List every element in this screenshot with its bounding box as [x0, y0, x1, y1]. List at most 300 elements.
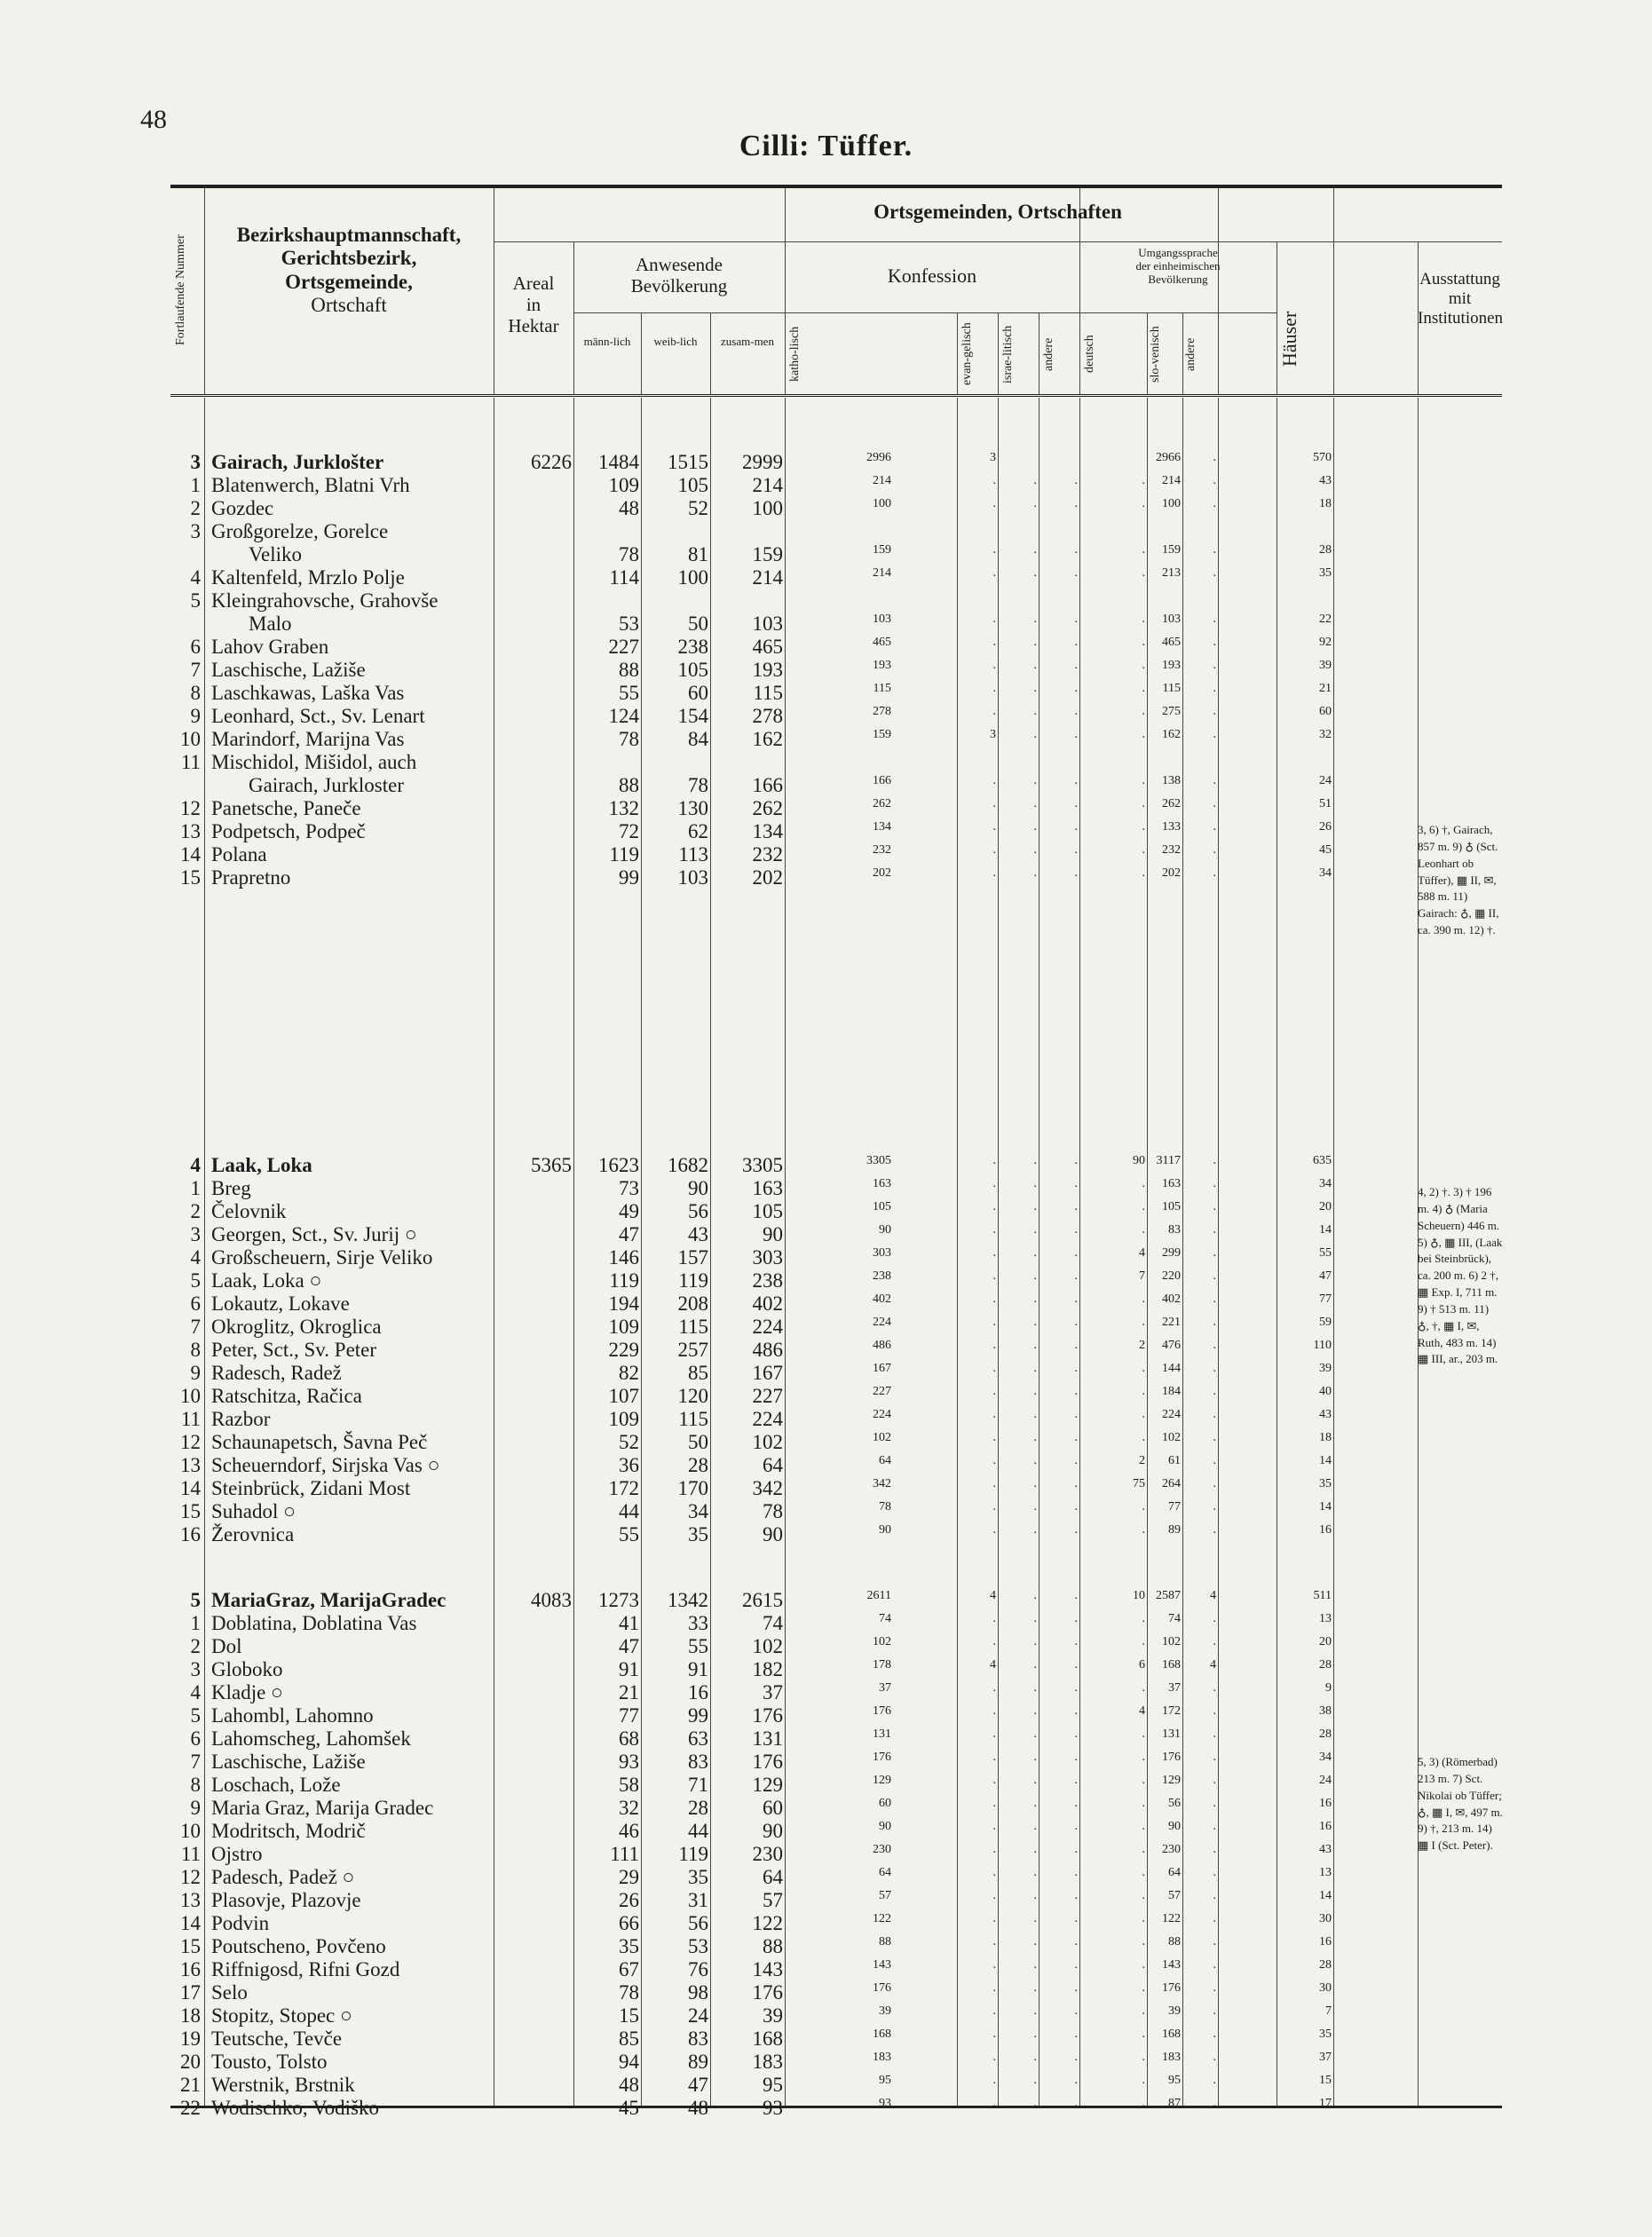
- cell-zusammen: 115: [753, 682, 783, 704]
- cell-ortschaft: Kladje ○: [211, 1681, 283, 1703]
- cell-israelitisch: .: [1033, 1727, 1037, 1741]
- cell-katholisch: 60: [879, 1797, 891, 1810]
- cell-katholisch: 486: [873, 1339, 891, 1352]
- cell-andere-sprache: .: [1213, 2004, 1216, 2018]
- cell-zusammen: 90: [763, 1523, 783, 1545]
- cell-katholisch: 227: [873, 1385, 891, 1398]
- cell-weiblich: 113: [678, 843, 708, 866]
- ortschaft-row: [170, 797, 1502, 820]
- cell-deutsch: .: [1142, 774, 1145, 787]
- ortschaft-row: [170, 659, 1502, 682]
- cell-ortschaft: Teutsche, Tevče: [211, 2028, 343, 2050]
- ortschaft-row: [170, 1635, 1502, 1658]
- cell-nr: 10: [180, 728, 201, 750]
- cell-ortschaft: Gozdec: [211, 497, 274, 519]
- cell-weiblich: 43: [688, 1223, 708, 1245]
- cell-maennlich: 48: [619, 497, 639, 519]
- ortschaft-row: [170, 705, 1502, 728]
- cell-slovenisch: 230: [1162, 1843, 1181, 1856]
- cell-nr: 6: [190, 1727, 201, 1750]
- cell-ortschaft: Ratschitza, Račica: [211, 1385, 362, 1407]
- cell-nr: 22: [180, 2097, 201, 2119]
- ortschaft-row: [170, 866, 1502, 889]
- cell-slovenisch: 159: [1162, 543, 1181, 557]
- cell-nr: 11: [180, 1408, 201, 1430]
- cell-deutsch: 7: [1139, 1269, 1145, 1283]
- cell-israelitisch: .: [1033, 1935, 1037, 1948]
- cell-weiblich: 24: [688, 2004, 708, 2027]
- cell-israelitisch: .: [1033, 566, 1037, 580]
- cell-andere-sprache: .: [1213, 474, 1216, 487]
- cell-slovenisch: 138: [1162, 774, 1181, 787]
- cell-israelitisch: .: [1033, 2051, 1037, 2064]
- cell-deutsch: .: [1142, 1385, 1145, 1398]
- cell-israelitisch: .: [1033, 636, 1037, 649]
- cell-andere-sprache: .: [1213, 1889, 1216, 1902]
- col-zusammen: zusam-men: [721, 335, 774, 348]
- cell-deutsch: .: [1142, 705, 1145, 718]
- cell-zusammen: 95: [763, 2074, 783, 2096]
- cell-andere-sprache: .: [1213, 543, 1216, 557]
- ortschaft-row: [170, 1843, 1502, 1866]
- cell-israelitisch: .: [1033, 1866, 1037, 1879]
- cell-katholisch: 122: [873, 1912, 891, 1925]
- cell-katholisch: 178: [873, 1658, 891, 1672]
- cell-slovenisch: 213: [1162, 566, 1181, 580]
- cell-nr: 4: [190, 1246, 201, 1269]
- ortschaft-row: [170, 2097, 1502, 2120]
- cell-ortschaft: Tousto, Tolsto: [211, 2051, 328, 2073]
- cell-evangelisch: .: [992, 1316, 996, 1329]
- cell-nr: 1: [190, 474, 201, 496]
- cell-weiblich: 1515: [668, 451, 708, 473]
- cell-zusammen: 37: [763, 1681, 783, 1703]
- col-andere-konfession: andere: [1042, 337, 1055, 371]
- cell-haeuser: 13: [1319, 1612, 1332, 1625]
- cell-katholisch: 214: [873, 566, 891, 580]
- cell-deutsch: .: [1142, 659, 1145, 672]
- cell-katholisch: 131: [873, 1727, 891, 1741]
- cell-maennlich: 229: [608, 1339, 639, 1361]
- cell-ortschaft: Prapretno: [211, 866, 291, 889]
- cell-weiblich: 44: [688, 1820, 708, 1842]
- cell-deutsch: .: [1142, 820, 1145, 834]
- cell-andere-konfession: .: [1074, 866, 1078, 880]
- cell-israelitisch: .: [1033, 497, 1037, 510]
- cell-ortschaft: Poutscheno, Povčeno: [211, 1935, 386, 1957]
- cell-slovenisch: 122: [1162, 1912, 1181, 1925]
- cell-maennlich: 119: [609, 843, 639, 866]
- cell-israelitisch: .: [1033, 2004, 1037, 2018]
- cell-weiblich: 83: [688, 2028, 708, 2050]
- ortschaft-row: [170, 774, 1502, 797]
- cell-zusammen: 2615: [742, 1589, 783, 1611]
- cell-evangelisch: 4: [990, 1589, 996, 1602]
- cell-andere-sprache: .: [1213, 797, 1216, 810]
- cell-haeuser: 14: [1319, 1889, 1332, 1902]
- cell-katholisch: 465: [873, 636, 891, 649]
- cell-weiblich: 16: [688, 1681, 708, 1703]
- cell-slovenisch: 131: [1162, 1727, 1181, 1741]
- cell-maennlich: 78: [619, 728, 639, 750]
- cell-zusammen: 163: [752, 1177, 783, 1199]
- cell-haeuser: 35: [1319, 1477, 1332, 1490]
- cell-maennlich: 36: [619, 1454, 639, 1476]
- cell-nr: 7: [190, 1751, 201, 1773]
- cell-andere-konfession: .: [1074, 843, 1078, 857]
- cell-israelitisch: .: [1033, 1500, 1037, 1514]
- cell-andere-konfession: .: [1074, 1154, 1078, 1167]
- cell-deutsch: .: [1142, 1889, 1145, 1902]
- cell-katholisch: 176: [873, 1751, 891, 1764]
- cell-ortschaft: Polana: [211, 843, 267, 866]
- cell-maennlich: 94: [619, 2051, 639, 2073]
- cell-ortschaft: Kleingrahovsche, Grahovše: [211, 589, 439, 612]
- cell-israelitisch: .: [1033, 1958, 1037, 1972]
- cell-andere-sprache: .: [1213, 1223, 1216, 1237]
- cell-andere-konfession: .: [1074, 705, 1078, 718]
- cell-haeuser: 28: [1319, 1958, 1332, 1972]
- cell-nr: 2: [190, 1635, 201, 1657]
- cell-maennlich: 109: [608, 474, 639, 496]
- cell-israelitisch: .: [1033, 1820, 1037, 1833]
- cell-weiblich: 1682: [668, 1154, 708, 1176]
- cell-haeuser: 35: [1319, 566, 1332, 580]
- cell-zusammen: 90: [763, 1820, 783, 1842]
- cell-ortschaft: Globoko: [211, 1658, 283, 1680]
- cell-weiblich: 35: [688, 1866, 708, 1888]
- cell-slovenisch: 56: [1168, 1797, 1181, 1810]
- cell-andere-konfession: .: [1074, 1774, 1078, 1787]
- cell-ortschaft: Ojstro: [211, 1843, 263, 1865]
- cell-weiblich: 56: [688, 1912, 708, 1934]
- cell-nr: 8: [190, 682, 201, 704]
- cell-haeuser: 16: [1319, 1523, 1332, 1537]
- cell-deutsch: .: [1142, 1774, 1145, 1787]
- cell-ortschaft: Lahov Graben: [211, 636, 329, 658]
- cell-maennlich: 194: [608, 1292, 639, 1315]
- cell-andere-konfession: .: [1074, 1362, 1078, 1375]
- cell-evangelisch: .: [992, 866, 996, 880]
- cell-slovenisch: 162: [1162, 728, 1181, 741]
- cell-maennlich: 53: [619, 613, 639, 635]
- cell-slovenisch: 183: [1162, 2051, 1181, 2064]
- cell-deutsch: .: [1142, 866, 1145, 880]
- cell-zusammen: 90: [763, 1223, 783, 1245]
- cell-maennlich: 93: [619, 1751, 639, 1773]
- cell-haeuser: 51: [1319, 797, 1332, 810]
- cell-maennlich: 114: [609, 566, 639, 589]
- cell-slovenisch: 193: [1162, 659, 1181, 672]
- cell-weiblich: 89: [688, 2051, 708, 2073]
- cell-deutsch: .: [1142, 1408, 1145, 1421]
- cell-evangelisch: .: [992, 820, 996, 834]
- cell-areal: 6226: [531, 451, 572, 473]
- cell-weiblich: 78: [688, 774, 708, 796]
- cell-andere-konfession: .: [1074, 636, 1078, 649]
- cell-zusammen: 232: [752, 843, 783, 866]
- cell-israelitisch: .: [1033, 474, 1037, 487]
- cell-nr: 19: [180, 2028, 201, 2050]
- cell-andere-konfession: .: [1074, 1431, 1078, 1444]
- cell-andere-sprache: .: [1213, 1362, 1216, 1375]
- cell-haeuser: 35: [1319, 2028, 1332, 2041]
- ortschaft-row: [170, 474, 1502, 497]
- ortschaft-row: [170, 1316, 1502, 1339]
- cell-ortschaft: Großgorelze, Gorelce: [211, 520, 389, 542]
- cell-maennlich: 99: [619, 866, 639, 889]
- cell-maennlich: 172: [608, 1477, 639, 1499]
- cell-ortschaft: Leonhard, Sct., Sv. Lenart: [211, 705, 425, 727]
- cell-andere-sprache: .: [1213, 566, 1216, 580]
- cell-katholisch: 57: [879, 1889, 891, 1902]
- cell-haeuser: 20: [1319, 1635, 1332, 1648]
- cell-zusammen: 486: [752, 1339, 783, 1361]
- cell-evangelisch: .: [992, 1681, 996, 1695]
- cell-haeuser: 92: [1319, 636, 1332, 649]
- cell-slovenisch: 299: [1162, 1246, 1181, 1260]
- cell-deutsch: .: [1142, 1523, 1145, 1537]
- ortschaft-row: [170, 1751, 1502, 1774]
- cell-zusammen: 214: [752, 566, 783, 589]
- cell-nr: 4: [190, 566, 201, 589]
- cell-haeuser: 39: [1319, 1362, 1332, 1375]
- cell-evangelisch: .: [992, 1774, 996, 1787]
- cell-slovenisch: 61: [1168, 1454, 1181, 1467]
- cell-ortschaft: Laschkawas, Laška Vas: [211, 682, 405, 704]
- cell-haeuser: 14: [1319, 1223, 1332, 1237]
- cell-nr: 6: [190, 636, 201, 658]
- cell-andere-sprache: .: [1213, 1612, 1216, 1625]
- cell-andere-sprache: .: [1213, 705, 1216, 718]
- cell-nr: 13: [180, 1889, 201, 1911]
- cell-haeuser: 16: [1319, 1935, 1332, 1948]
- cell-haeuser: 13: [1319, 1866, 1332, 1879]
- cell-weiblich: 76: [688, 1958, 708, 1980]
- cell-deutsch: 6: [1139, 1658, 1145, 1672]
- cell-maennlich: 52: [619, 1431, 639, 1453]
- cell-katholisch: 214: [873, 474, 891, 487]
- cell-maennlich: 107: [608, 1385, 639, 1407]
- cell-andere-konfession: .: [1074, 1246, 1078, 1260]
- cell-nr: 7: [190, 1316, 201, 1338]
- ortschaft-row: [170, 1774, 1502, 1797]
- cell-deutsch: .: [1142, 1223, 1145, 1237]
- cell-ortschaft: Georgen, Sct., Sv. Jurij ○: [211, 1223, 417, 1245]
- cell-ortschaft: Peter, Sct., Sv. Peter: [211, 1339, 377, 1361]
- cell-slovenisch: 57: [1168, 1889, 1181, 1902]
- cell-deutsch: .: [1142, 1935, 1145, 1948]
- cell-weiblich: 55: [688, 1635, 708, 1657]
- cell-deutsch: .: [1142, 566, 1145, 580]
- cell-slovenisch: 224: [1162, 1408, 1181, 1421]
- cell-katholisch: 238: [873, 1269, 891, 1283]
- cell-weiblich: 50: [688, 613, 708, 635]
- cell-israelitisch: .: [1033, 2074, 1037, 2087]
- ortschaft-row: [170, 1704, 1502, 1727]
- cell-weiblich: 257: [677, 1339, 708, 1361]
- ortschaft-row: [170, 843, 1502, 866]
- cell-weiblich: 56: [688, 1200, 708, 1222]
- cell-evangelisch: .: [992, 474, 996, 487]
- cell-israelitisch: .: [1033, 1154, 1037, 1167]
- cell-israelitisch: .: [1033, 1704, 1037, 1718]
- cell-katholisch: 74: [879, 1612, 891, 1625]
- cell-haeuser: 24: [1319, 1774, 1332, 1787]
- cell-deutsch: .: [1142, 728, 1145, 741]
- cell-ortschaft: Radesch, Radež: [211, 1362, 342, 1384]
- col-katholisch: katho-lisch: [788, 326, 802, 383]
- cell-zusammen: 402: [752, 1292, 783, 1315]
- cell-deutsch: .: [1142, 1797, 1145, 1810]
- cell-maennlich: 47: [619, 1223, 639, 1245]
- cell-deutsch: .: [1142, 682, 1145, 695]
- cell-ortschaft: Steinbrück, Zidani Most: [211, 1477, 411, 1499]
- cell-andere-sprache: .: [1213, 451, 1216, 464]
- cell-weiblich: 60: [688, 682, 708, 704]
- ortschaft-row: [170, 1246, 1502, 1269]
- cell-israelitisch: .: [1033, 1431, 1037, 1444]
- cell-andere-sprache: .: [1213, 1500, 1216, 1514]
- cell-israelitisch: .: [1033, 1523, 1037, 1537]
- cell-maennlich: 55: [619, 682, 639, 704]
- ortschaft-row: [170, 1658, 1502, 1681]
- cell-deutsch: .: [1142, 1362, 1145, 1375]
- cell-deutsch: .: [1142, 543, 1145, 557]
- cell-nr: 5: [190, 1589, 201, 1611]
- cell-katholisch: 2996: [866, 451, 891, 464]
- cell-nr: 12: [180, 1866, 201, 1888]
- cell-ortschaft: Razbor: [211, 1408, 271, 1430]
- cell-maennlich: 111: [610, 1843, 639, 1865]
- ortschaft-row: [170, 1681, 1502, 1704]
- cell-weiblich: 105: [677, 659, 708, 681]
- cell-katholisch: 78: [879, 1500, 891, 1514]
- cell-andere-sprache: .: [1213, 2097, 1216, 2110]
- cell-israelitisch: .: [1033, 797, 1037, 810]
- ortschaft-row: [170, 1612, 1502, 1635]
- ortschaft-row: [170, 2051, 1502, 2074]
- col-bezirk: Bezirkshauptmannschaft, Gerichtsbezirk, Ortsgemeinde, Ortschaft: [236, 224, 462, 317]
- cell-andere-konfession: .: [1074, 1477, 1078, 1490]
- cell-maennlich: 77: [619, 1704, 639, 1727]
- cell-slovenisch: 184: [1162, 1385, 1181, 1398]
- cell-evangelisch: .: [992, 1339, 996, 1352]
- cell-slovenisch: 168: [1162, 2028, 1181, 2041]
- cell-weiblich: 130: [677, 797, 708, 819]
- cell-evangelisch: .: [992, 1889, 996, 1902]
- cell-israelitisch: .: [1033, 820, 1037, 834]
- cell-slovenisch: 87: [1168, 2097, 1181, 2110]
- cell-zusammen: 3305: [742, 1154, 783, 1176]
- cell-andere-sprache: .: [1213, 1431, 1216, 1444]
- ortschaft-row: [170, 497, 1502, 520]
- cell-haeuser: 15: [1319, 2074, 1332, 2087]
- cell-israelitisch: .: [1033, 774, 1037, 787]
- cell-evangelisch: .: [992, 2097, 996, 2110]
- cell-slovenisch: 83: [1168, 1223, 1181, 1237]
- cell-maennlich: 49: [619, 1200, 639, 1222]
- ortschaft-row: [170, 1477, 1502, 1500]
- cell-weiblich: 48: [688, 2097, 708, 2119]
- cell-nr: 15: [180, 1935, 201, 1957]
- cell-andere-konfession: .: [1074, 1727, 1078, 1741]
- cell-evangelisch: .: [992, 1843, 996, 1856]
- cell-katholisch: 193: [873, 659, 891, 672]
- cell-zusammen: 64: [763, 1866, 783, 1888]
- cell-slovenisch: 221: [1162, 1316, 1181, 1329]
- cell-israelitisch: .: [1033, 1589, 1037, 1602]
- cell-andere-konfession: .: [1074, 497, 1078, 510]
- cell-weiblich: 63: [688, 1727, 708, 1750]
- cell-zusammen: 57: [763, 1889, 783, 1911]
- cell-andere-konfession: .: [1074, 1866, 1078, 1879]
- cell-nr: 3: [190, 1223, 201, 1245]
- cell-katholisch: 232: [873, 843, 891, 857]
- cell-slovenisch: 143: [1162, 1958, 1181, 1972]
- cell-deutsch: .: [1142, 1727, 1145, 1741]
- cell-zusammen: 100: [752, 497, 783, 519]
- cell-haeuser: 30: [1319, 1981, 1332, 1995]
- institutions-notes-mariagraz: 5, 3) (Römerbad) 213 m. 7) Sct. Nikolai ob Tüffer; ♁, ▦ I, ✉, 497 m. 9) †, 213 m. 14) ▦ I (Sct. Peter).: [1418, 1755, 1503, 1853]
- cell-haeuser: 47: [1319, 1269, 1332, 1283]
- cell-andere-konfession: .: [1074, 1681, 1078, 1695]
- cell-slovenisch: 402: [1162, 1292, 1181, 1306]
- cell-maennlich: 119: [609, 1269, 639, 1292]
- cell-zusammen: 103: [752, 613, 783, 635]
- cell-slovenisch: 88: [1168, 1935, 1181, 1948]
- cell-evangelisch: .: [992, 1362, 996, 1375]
- cell-katholisch: 143: [873, 1958, 891, 1972]
- cell-israelitisch: .: [1033, 1362, 1037, 1375]
- ortschaft-row: [170, 1223, 1502, 1246]
- cell-haeuser: 635: [1313, 1154, 1332, 1167]
- cell-zusammen: 176: [752, 1704, 783, 1727]
- cell-israelitisch: .: [1033, 843, 1037, 857]
- cell-slovenisch: 37: [1168, 1681, 1181, 1695]
- cell-evangelisch: .: [992, 682, 996, 695]
- cell-andere-konfession: .: [1074, 2028, 1078, 2041]
- cell-haeuser: 43: [1319, 474, 1332, 487]
- cell-ortschaft: Malo: [249, 613, 292, 635]
- cell-andere-sprache: .: [1213, 1316, 1216, 1329]
- cell-slovenisch: 264: [1162, 1477, 1181, 1490]
- cell-deutsch: 2: [1139, 1454, 1145, 1467]
- cell-andere-sprache: .: [1213, 2074, 1216, 2087]
- cell-zusammen: 143: [752, 1958, 783, 1980]
- ortschaft-row: [170, 1981, 1502, 2004]
- cell-haeuser: 18: [1319, 1431, 1332, 1444]
- cell-nr: 3: [190, 1658, 201, 1680]
- cell-zusammen: 176: [752, 1751, 783, 1773]
- running-head: Cilli: Tüffer.: [739, 130, 913, 162]
- cell-nr: 5: [190, 1269, 201, 1292]
- cell-katholisch: 100: [873, 497, 891, 510]
- cell-zusammen: 238: [752, 1269, 783, 1292]
- page-number: 48: [140, 105, 167, 134]
- cell-katholisch: 95: [879, 2074, 891, 2087]
- cell-slovenisch: 3117: [1156, 1154, 1181, 1167]
- cell-deutsch: .: [1142, 2074, 1145, 2087]
- cell-weiblich: 31: [688, 1889, 708, 1911]
- cell-andere-sprache: .: [1213, 1292, 1216, 1306]
- cell-zusammen: 224: [752, 1408, 783, 1430]
- cell-haeuser: 17: [1319, 2097, 1332, 2110]
- cell-israelitisch: .: [1033, 1454, 1037, 1467]
- cell-andere-sprache: .: [1213, 1704, 1216, 1718]
- cell-haeuser: 21: [1319, 682, 1332, 695]
- cell-evangelisch: .: [992, 1431, 996, 1444]
